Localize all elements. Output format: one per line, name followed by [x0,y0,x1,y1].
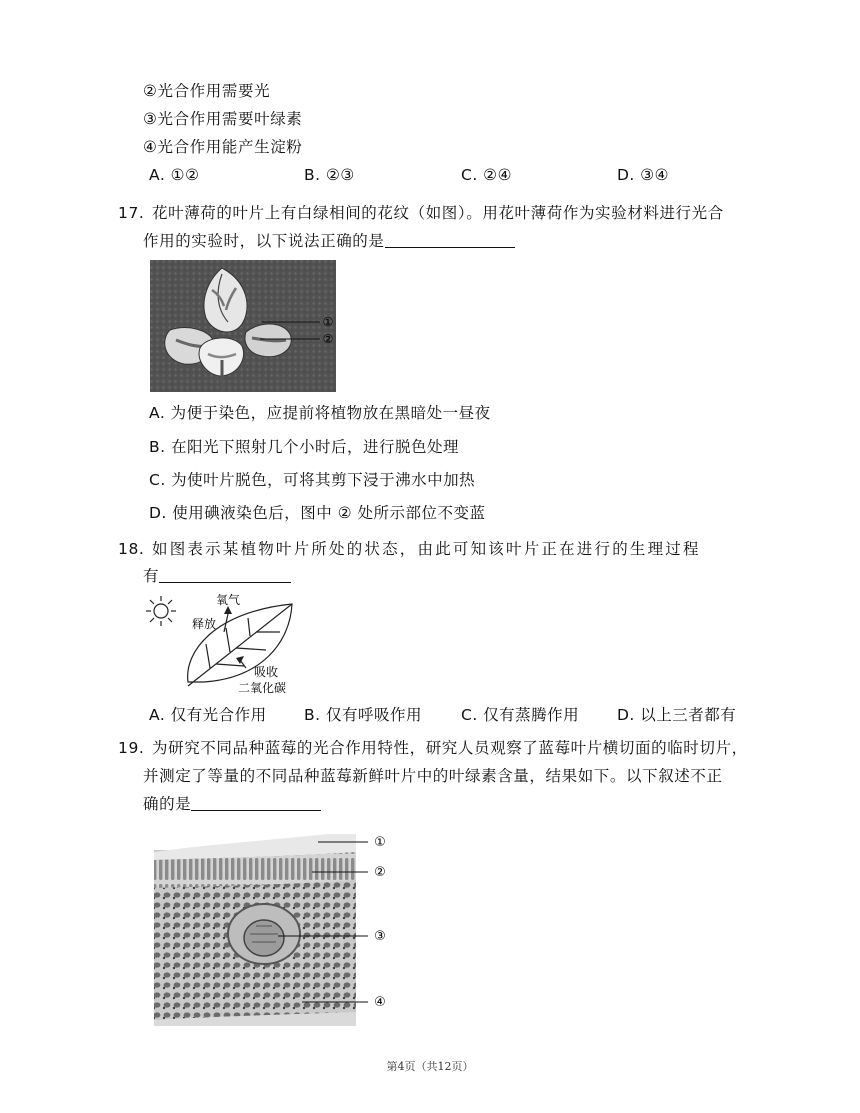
q19-stem-text: 确的是 [143,795,192,813]
q19-number: 19. [118,739,145,757]
q17-option-b: B. 在阳光下照射几个小时后，进行脱色处理 [149,438,459,456]
oxygen-arrowhead [224,606,232,614]
q19-answer-blank [191,794,321,811]
q18-stem-text: 有 [143,567,160,585]
q17-number: 17. [118,204,145,222]
q18-answer-blank [159,566,291,583]
q17-option-c: C. 为使叶片脱色，可将其剪下浸于沸水中加热 [149,471,476,489]
q18-option-d: D. 以上三者都有 [617,706,737,724]
q17-option-a: A. 为便于染色，应提前将植物放在黑暗处一昼夜 [149,404,491,422]
q16-statement-2: ②光合作用需要光 [143,82,271,100]
q16-option-c: C. ②④ [461,166,512,184]
q19-stem-line1: 为研究不同品种蓝莓的光合作用特性，研究人员观察了蓝莓叶片横切面的临时切片， [152,739,748,757]
page-footer: 第4页（共12页） [386,1060,474,1073]
q16-option-a: A. ①② [149,166,200,184]
q17-label-1: ① [322,315,334,329]
leaf-gas-exchange-diagram [144,592,304,696]
release-label: 释放 [192,617,217,631]
oxygen-label: 氧气 [216,593,241,607]
q18-number: 18. [118,540,145,558]
co2-label: 二氧化碳 [238,681,287,695]
sun-icon [146,596,176,626]
q18-option-a: A. 仅有光合作用 [149,706,267,724]
mint-leaf-photo [150,260,350,392]
q18-stem-line1: 如图表示某植物叶片所处的状态，由此可知该叶片正在进行的生理过程 [152,540,701,558]
q16-statement-4: ④光合作用能产生淀粉 [143,138,303,156]
q18-stem-line2 [143,566,291,586]
absorb-label: 吸收 [254,665,279,679]
q19-stem-line2: 并测定了等量的不同品种蓝莓新鲜叶片中的叶绿素含量，结果如下。以下叙述不正 [143,767,723,785]
q17-answer-blank [385,231,515,248]
q16-statement-3: ③光合作用需要叶绿素 [143,110,303,128]
q16-option-d: D. ③④ [617,166,670,184]
q17-option-d: D. 使用碘液染色后，图中 ② 处所示部位不变蓝 [149,504,486,522]
q17-label-2: ② [322,332,334,346]
leaf-cross-section-micrograph [152,830,397,1030]
q16-option-b: B. ②③ [304,166,355,184]
q18-option-b: B. 仅有呼吸作用 [304,706,422,724]
q17-stem-line1: 花叶薄荷的叶片上有白绿相间的花纹（如图）。用花叶薄荷作为实验材料进行光合 [152,204,724,222]
q17-stem-line2 [143,231,515,251]
q19-label-1: ① [374,835,386,850]
q19-label-2: ② [374,865,386,880]
q17-stem-text: 作用的实验时，以下说法正确的是 [143,232,385,250]
q19-label-4: ④ [374,995,386,1010]
q19-stem-line3 [143,794,321,814]
q19-label-3: ③ [374,929,386,944]
q18-option-c: C. 仅有蒸腾作用 [461,706,580,724]
